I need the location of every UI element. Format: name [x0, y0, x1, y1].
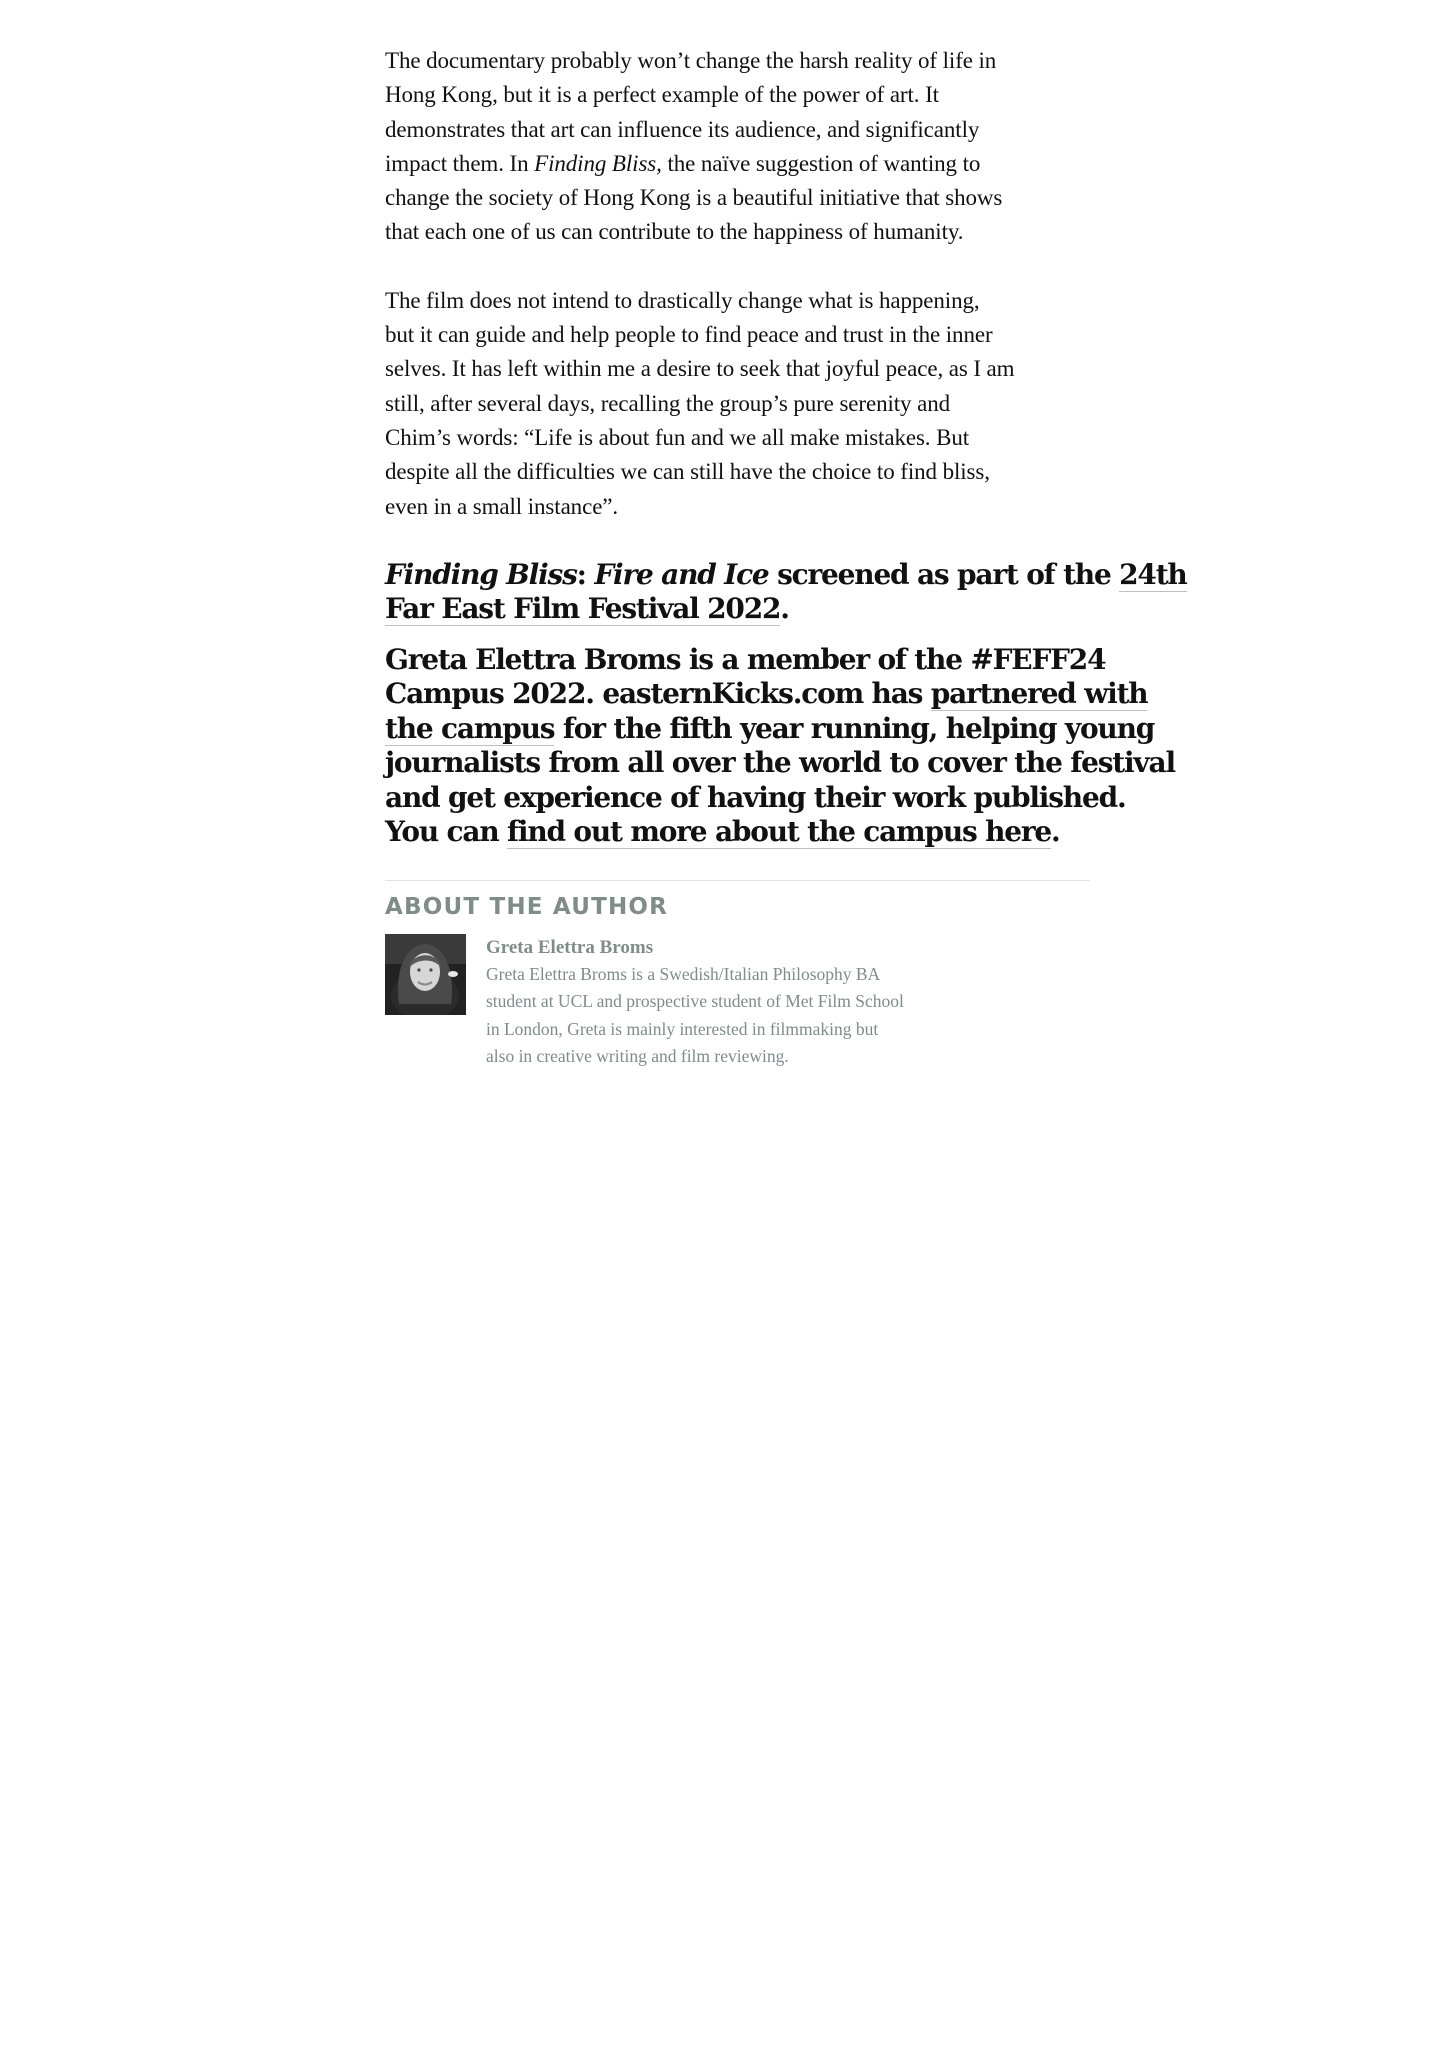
paragraph-line: despite all the difficulties we can still have the choice to find bliss, [385, 459, 990, 485]
note-line: and get experience of having their work published. [385, 780, 1126, 814]
bio-line: Greta Elettra Broms is a Swedish/Italian Philosophy BA [486, 963, 881, 984]
text-segment: the naïve suggestion of wanting to [661, 150, 981, 176]
body-paragraph-1 [385, 44, 1090, 250]
paragraph-line: that each one of us can contribute to the happiness of humanity. [385, 219, 964, 245]
text-segment: screened as part of the [768, 557, 1120, 591]
note-line [385, 677, 1148, 712]
paragraph-line: Chim’s words: “Life is about fun and we all make mistakes. But [385, 424, 970, 450]
film-title-italic: Finding Bliss [385, 557, 577, 591]
text-segment: for the fifth year running, helping young [554, 711, 1155, 745]
bio-line: in London, Greta is mainly interested in filmmaking but [486, 1018, 879, 1039]
paragraph-line: The film does not intend to drastically change what is happening, [385, 287, 980, 313]
author-info [486, 934, 986, 1071]
paragraph-line: change the society of Hong Kong is a beautiful initiative that shows [385, 185, 1003, 211]
text-segment: . [1051, 815, 1060, 849]
paragraph-line: but it can guide and help people to find peace and trust in the inner [385, 322, 993, 348]
about-author-heading: ABOUT THE AUTHOR [385, 893, 669, 920]
bio-line: also in creative writing and film reviewing. [486, 1046, 789, 1067]
paragraph-line: demonstrates that art can influence its audience, and significantly [385, 116, 980, 142]
partnered-campus-link[interactable]: partnered with [930, 677, 1148, 711]
festival-link[interactable]: Far East Film Festival 2022 [385, 592, 781, 626]
text-segment: : [576, 557, 595, 591]
paragraph-line: The documentary probably won’t change the harsh reality of life in [385, 48, 997, 73]
article [385, 44, 1187, 1074]
text-segment: You can [385, 815, 508, 849]
note-line [385, 711, 1155, 747]
bio-line: student at UCL and prospective student of Met Film School [486, 991, 904, 1012]
partnered-campus-link[interactable]: the campus [385, 711, 555, 745]
author-bio [486, 961, 986, 1071]
paragraph-line: selves. It has left within me a desire to seek that joyful peace, as I am [385, 356, 1015, 382]
body-paragraph-2 [385, 284, 1090, 524]
author-photo [385, 934, 466, 1015]
author-box [385, 934, 1090, 1074]
section-divider [385, 880, 1090, 881]
screening-note [385, 557, 1187, 627]
text-segment: Campus 2022. easternKicks.com has [385, 677, 931, 711]
note-line [385, 592, 1090, 627]
author-name[interactable]: Greta Elettra Broms [486, 936, 654, 958]
note-line: journalists from all over the world to cover the festival [385, 746, 1175, 780]
paragraph-line: Hong Kong, but it is a perfect example of the power of art. It [385, 82, 939, 108]
text-segment: impact them. In [385, 150, 535, 176]
note-line [385, 557, 1187, 593]
note-line [385, 815, 1090, 850]
paragraph-line [385, 147, 1090, 181]
note-line: Greta Elettra Broms is a member of the #FEFF24 [385, 642, 1106, 676]
paragraph-line: still, after several days, recalling the group’s pure serenity and [385, 390, 951, 416]
campus-info-link[interactable]: find out more about the campus here [507, 815, 1052, 849]
text-segment: . [780, 592, 789, 626]
film-subtitle-italic: Fire and Ice [594, 557, 769, 591]
paragraph-line: even in a small instance”. [385, 493, 619, 519]
avatar[interactable] [385, 934, 466, 1015]
film-title-italic: Finding Bliss, [534, 150, 662, 176]
campus-note [385, 642, 1175, 850]
festival-link[interactable]: 24th [1119, 557, 1187, 591]
